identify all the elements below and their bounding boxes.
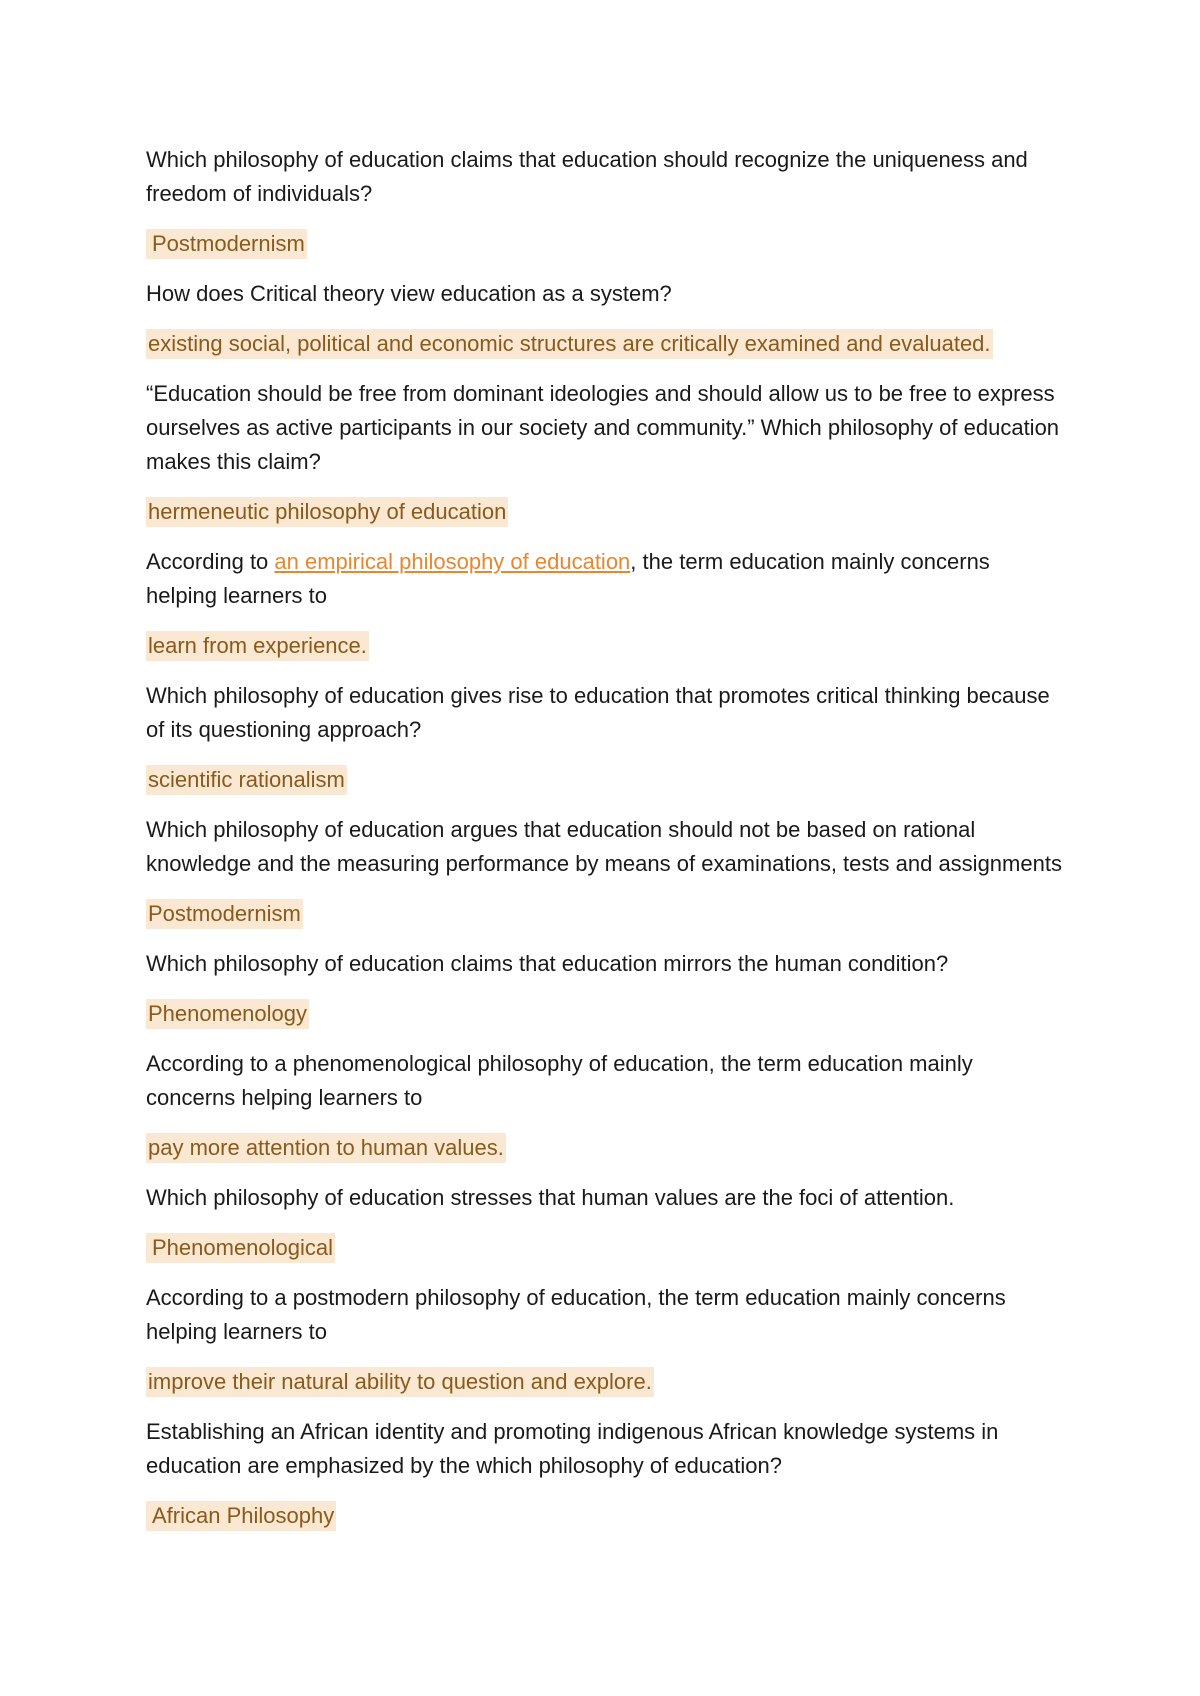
question-text: According to a phenomenological philosophy of education, the term education mainly concerns helping learners to [146,1051,973,1110]
answer-item [146,327,1066,361]
answer-item [146,1231,1066,1265]
answer-item [146,763,1066,797]
answer-item [146,1131,1066,1165]
question-text [146,545,1066,613]
answer-item [146,1499,1066,1533]
question-text: Which philosophy of education gives rise to education that promotes critical thinking because of its questioning approach? [146,683,1050,742]
answer-highlight: pay more attention to human values. [146,1133,506,1163]
answer-item [146,495,1066,529]
answer-highlight: Postmodernism [146,899,303,929]
question-text: Which philosophy of education claims that education should recognize the uniqueness and freedom of individuals? [146,147,1028,206]
question-text: According to a postmodern philosophy of education, the term education mainly concerns helping learners to [146,1285,1006,1344]
answer-highlight: Postmodernism [146,229,307,259]
answer-highlight: scientific rationalism [146,765,347,795]
question-suffix: , the term education mainly concerns helping learners to [146,549,990,608]
answer-item [146,629,1066,663]
answer-highlight: Phenomenological [146,1233,335,1263]
answer-highlight: improve their natural ability to question and explore. [146,1367,654,1397]
question-prefix: According to [146,549,275,574]
answer-item [146,897,1066,931]
question-text: Which philosophy of education stresses that human values are the foci of attention. [146,1185,955,1210]
answer-item [146,997,1066,1031]
answer-highlight: existing social, political and economic structures are critically examined and evaluated. [146,329,993,359]
question-text: How does Critical theory view education as a system? [146,281,672,306]
document-body [146,143,1066,1549]
answer-highlight: African Philosophy [146,1501,336,1531]
answer-item [146,1365,1066,1399]
question-text: “Education should be free from dominant ideologies and should allow us to be free to express ourselves as active participants in our society and community.” Which philosophy of education makes this claim? [146,381,1060,474]
question-text: Which philosophy of education argues that education should not be based on rational knowledge and the measuring performance by means of examinations, tests and assignments [146,817,1062,876]
question-text: Establishing an African identity and promoting indigenous African knowledge systems in education are emphasized by the which philosophy of education? [146,1419,999,1478]
answer-item [146,227,1066,261]
answer-highlight: Phenomenology [146,999,309,1029]
empirical-philosophy-link[interactable]: an empirical philosophy of education [274,549,631,574]
question-text: Which philosophy of education claims that education mirrors the human condition? [146,951,949,976]
answer-highlight: hermeneutic philosophy of education [146,497,508,527]
answer-highlight: learn from experience. [146,631,369,661]
